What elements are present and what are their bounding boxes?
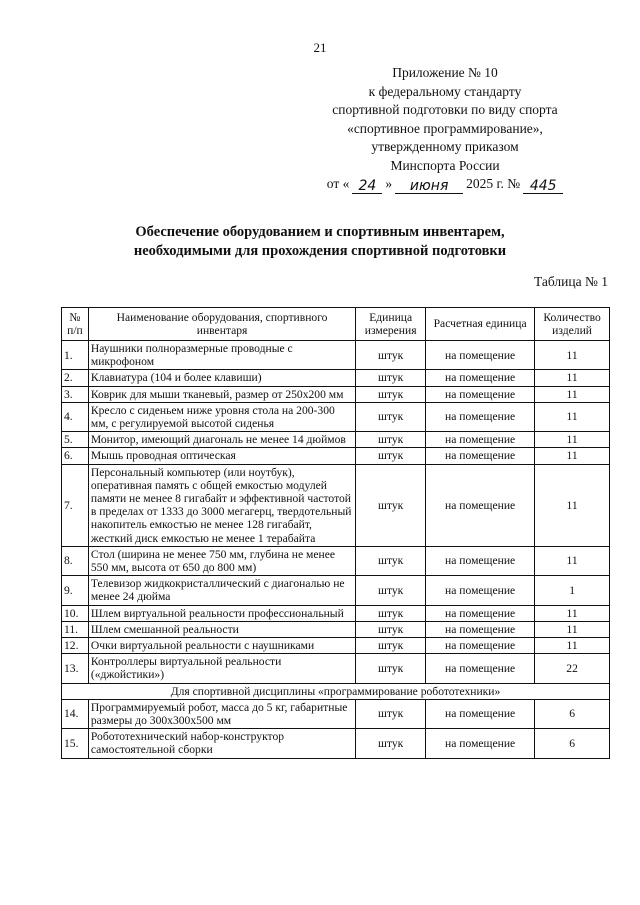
cell-num: 5. [62, 432, 89, 448]
cell-unit: штук [356, 638, 426, 654]
cell-name: Робототехнический набор-конструктор самостоятельной сборки [88, 729, 355, 758]
cell-qty: 11 [535, 432, 610, 448]
cell-num: 7. [62, 464, 89, 546]
cell-calc: на помещение [426, 341, 535, 370]
cell-unit: штук [356, 402, 426, 431]
cell-num: 6. [62, 448, 89, 464]
cell-calc: на помещение [426, 402, 535, 431]
cell-calc: на помещение [426, 370, 535, 386]
cell-num: 8. [62, 546, 89, 575]
table-row [62, 729, 610, 758]
date-year: 2025 г. № [466, 176, 521, 191]
appendix-line: к федеральному стандарту [368, 83, 522, 99]
date-prefix: от « [326, 176, 350, 191]
appendix-block [300, 64, 590, 194]
cell-unit: штук [356, 546, 426, 575]
cell-name: Коврик для мыши тканевый, размер от 250x200 мм [88, 386, 355, 402]
cell-calc: на помещение [426, 576, 535, 605]
table-row [62, 576, 610, 605]
appendix-line: утвержденному приказом [371, 139, 519, 154]
title-line-2: необходимыми для прохождения спортивной подготовки [133, 243, 507, 259]
cell-calc: на помещение [426, 546, 535, 575]
table-row [62, 621, 610, 637]
cell-qty: 11 [535, 370, 610, 386]
section-header-row [62, 683, 610, 699]
cell-unit: штук [356, 605, 426, 621]
appendix-line: спортивной подготовки по виду спорта [332, 102, 558, 117]
header-name: Наименование оборудования, спортивного инвентаря [88, 308, 355, 341]
cell-name: Кресло с сиденьем ниже уровня стола на 200-300 мм, с регулируемой высотой сиденья [88, 402, 355, 431]
equipment-table [61, 307, 610, 759]
table-row [62, 638, 610, 654]
header-unit: Единица измерения [356, 308, 426, 341]
cell-name: Шлем смешанной реальности [88, 621, 355, 637]
cell-unit: штук [356, 729, 426, 758]
document-title [0, 223, 640, 261]
appendix-line: Минспорта России [390, 157, 500, 173]
cell-calc: на помещение [426, 654, 535, 683]
cell-qty: 11 [535, 448, 610, 464]
cell-calc: на помещение [426, 699, 535, 728]
cell-qty: 11 [535, 638, 610, 654]
header-calc: Расчетная единица [426, 308, 535, 341]
cell-qty: 11 [535, 402, 610, 431]
table-row [62, 402, 610, 431]
cell-num: 10. [62, 605, 89, 621]
date-mid: » [385, 176, 393, 191]
cell-unit: штук [356, 464, 426, 546]
cell-num: 15. [62, 729, 89, 758]
table-row [62, 464, 610, 546]
cell-num: 4. [62, 402, 89, 431]
table-header-row [62, 308, 610, 341]
cell-num: 9. [62, 576, 89, 605]
cell-calc: на помещение [426, 621, 535, 637]
cell-num: 2. [62, 370, 89, 386]
cell-qty: 11 [535, 386, 610, 402]
cell-unit: штук [356, 699, 426, 728]
table-row [62, 654, 610, 683]
cell-name: Стол (ширина не менее 750 мм, глубина не менее 550 мм, высота от 650 до 800 мм) [88, 546, 355, 575]
cell-name: Очки виртуальной реальности с наушниками [88, 638, 355, 654]
cell-num: 3. [62, 386, 89, 402]
header-qty: Количество изделий [535, 308, 610, 341]
cell-unit: штук [356, 432, 426, 448]
cell-name: Мышь проводная оптическая [88, 448, 355, 464]
cell-calc: на помещение [426, 729, 535, 758]
appendix-line: Приложение № 10 [392, 65, 498, 80]
section-title: Для спортивной дисциплины «программирование робототехники» [62, 683, 610, 699]
cell-qty: 1 [535, 576, 610, 605]
table-row [62, 370, 610, 386]
cell-name: Монитор, имеющий диагональ не менее 14 дюймов [88, 432, 355, 448]
table-row [62, 546, 610, 575]
cell-unit: штук [356, 621, 426, 637]
table-row [62, 341, 610, 370]
cell-unit: штук [356, 386, 426, 402]
cell-num: 1. [62, 341, 89, 370]
cell-qty: 11 [535, 605, 610, 621]
cell-unit: штук [356, 448, 426, 464]
cell-unit: штук [356, 654, 426, 683]
cell-calc: на помещение [426, 605, 535, 621]
cell-num: 14. [62, 699, 89, 728]
cell-qty: 11 [535, 546, 610, 575]
cell-name: Телевизор жидкокристаллический с диагональю не менее 24 дюйма [88, 576, 355, 605]
cell-unit: штук [356, 370, 426, 386]
page-number: 21 [313, 40, 327, 55]
cell-num: 13. [62, 654, 89, 683]
cell-qty: 11 [535, 341, 610, 370]
table-row [62, 432, 610, 448]
order-date-line [300, 175, 590, 194]
cell-calc: на помещение [426, 448, 535, 464]
cell-name: Клавиатура (104 и более клавиши) [88, 370, 355, 386]
cell-name: Шлем виртуальной реальности профессиональный [88, 605, 355, 621]
table-row [62, 448, 610, 464]
table-row [62, 699, 610, 728]
cell-calc: на помещение [426, 386, 535, 402]
cell-name: Контроллеры виртуальной реальности («джойстики») [88, 654, 355, 683]
cell-unit: штук [356, 576, 426, 605]
header-num: № п/п [62, 308, 89, 341]
cell-qty: 6 [535, 699, 610, 728]
cell-qty: 6 [535, 729, 610, 758]
cell-qty: 11 [535, 464, 610, 546]
table-label: Таблица № 1 [534, 274, 608, 289]
appendix-line: «спортивное программирование», [347, 120, 543, 136]
cell-name: Программируемый робот, масса до 5 кг, габаритные размеры до 300x300x500 мм [88, 699, 355, 728]
cell-num: 11. [62, 621, 89, 637]
cell-calc: на помещение [426, 432, 535, 448]
date-day-handwritten: 24 [352, 179, 382, 194]
cell-unit: штук [356, 341, 426, 370]
table-row [62, 605, 610, 621]
cell-qty: 22 [535, 654, 610, 683]
cell-calc: на помещение [426, 464, 535, 546]
cell-name: Наушники полноразмерные проводные с микрофоном [88, 341, 355, 370]
cell-num: 12. [62, 638, 89, 654]
table-row [62, 386, 610, 402]
date-month-handwritten: июня [395, 179, 463, 194]
cell-qty: 11 [535, 621, 610, 637]
title-line-1: Обеспечение оборудованием и спортивным инвентарем, [135, 224, 505, 240]
order-number-handwritten: 445 [523, 179, 563, 194]
cell-calc: на помещение [426, 638, 535, 654]
cell-name: Персональный компьютер (или ноутбук), оперативная память с общей емкостью модулей памяти не менее 8 гигабайт и эффективной частотой в пределах от 1333 до 3000 мегагерц, твердотельный накопитель емкостью не менее 128 гигабайт, жесткий диск емкостью не менее 1 терабайта [88, 464, 355, 546]
